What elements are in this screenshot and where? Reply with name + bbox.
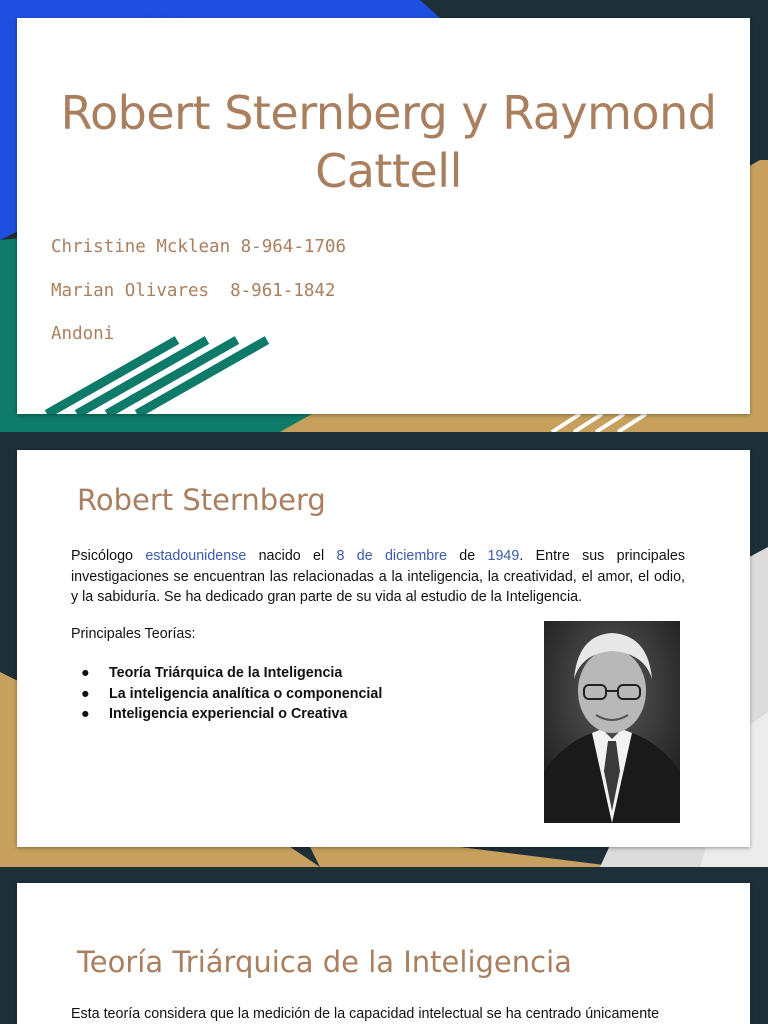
link-estadounidense[interactable]: estadounidense: [145, 548, 247, 564]
slide-title-triarchic: Teoría Triárquica de la Inteligencia: [77, 945, 572, 979]
slide-triarchic: [0, 867, 768, 1024]
link-birth-year[interactable]: 1949: [487, 548, 520, 564]
biography-paragraph: Psicólogo estadounidense nacido el 8 de diciembre de 1949. Entre sus principales investigaciones se encuentran las relacionadas a la inteligencia, la creatividad, el amor, el odio, y la sabiduría. Se ha dedicado gran parte de su vida al estudio de la Inteligencia.: [71, 548, 685, 605]
author-line-3: Andoni: [51, 324, 115, 344]
slide2-card: [17, 450, 750, 847]
list-item: ● Teoría Triárquica de la Inteligencia: [81, 665, 343, 681]
list-item: ● La inteligencia analítica o componencial: [81, 685, 383, 702]
theories-label: Principales Teorías:: [71, 626, 196, 642]
slide-sternberg: [0, 432, 768, 867]
presentation-title: Robert Sternberg y Raymond Cattell: [60, 86, 717, 198]
slide1-card: [17, 18, 750, 414]
slide-title-sternberg: Robert Sternberg: [77, 483, 326, 517]
author-line-2: Marian Olivares 8-961-1842: [51, 281, 336, 301]
list-item: ● Inteligencia experiencial o Creativa: [81, 706, 348, 722]
triarchic-paragraph: Esta teoría considera que la medición de la capacidad intelectual se ha centrado únicamente: [71, 1006, 660, 1022]
sternberg-portrait: [544, 621, 680, 823]
teal-stripes-decoration: [17, 18, 750, 414]
slide3-card: [17, 883, 750, 1024]
theories-list: [81, 663, 382, 725]
link-birth-date[interactable]: 8 de diciembre: [336, 548, 447, 564]
author-line-1: Christine Mcklean 8-964-1706: [51, 237, 347, 257]
slide-title: [0, 0, 768, 432]
